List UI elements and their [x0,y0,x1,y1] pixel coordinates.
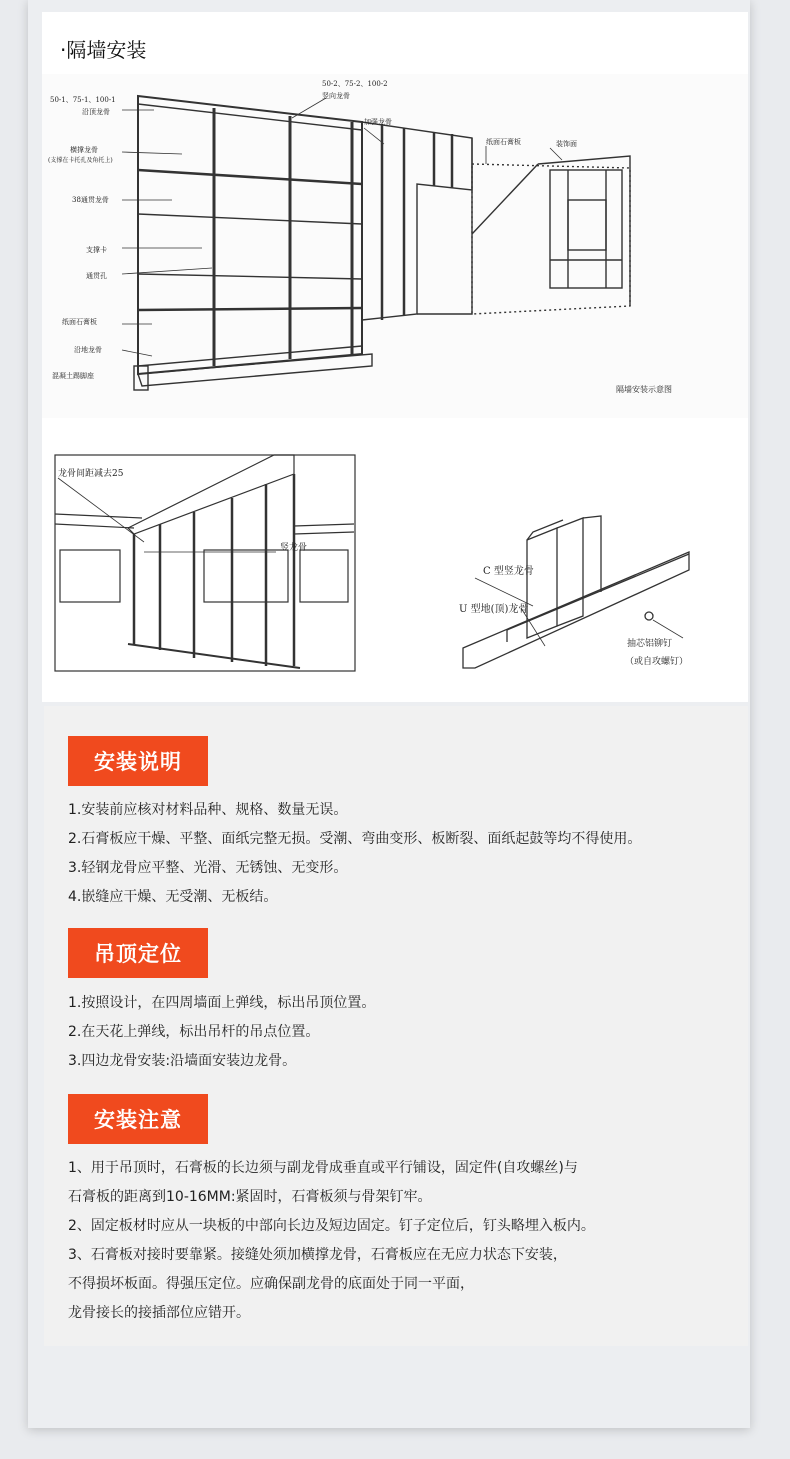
instructions-panel [44,706,748,1346]
label-noggin-note: (支撑在卡托孔及角托上) [48,157,113,164]
label-stud-spacing: 龙骨间距减去25 [58,469,124,479]
section-title: ·隔墙安装 [60,38,147,62]
list-item: 2、固定板材时应从一块板的中部向长边及短边固定。钉子定位后，钉头略埋入板内。 [68,1218,595,1234]
ceiling-position-list [68,989,375,1076]
label-stud-size: 50-2、75-2、100-2 [322,80,388,88]
list-item: 2.石膏板应干燥、平整、面纸完整无损。受潮、弯曲变形、板断裂、面纸起鼓等均不得使用。 [68,831,642,847]
c-stud-u-track-diagram [407,512,697,682]
list-item: 3.轻钢龙骨应平整、光滑、无锈蚀、无变形。 [68,860,348,876]
label-noggin: 横撑龙骨 [70,146,98,154]
label-u-track: U 型地(顶)龙骨 [459,604,529,615]
install-cautions-list [68,1154,595,1328]
label-concrete-base: 混凝土踢脚座 [52,372,94,380]
label-vertical-stud-2: 竖龙骨 [280,543,308,553]
label-decorative-face: 装饰面 [556,140,577,148]
list-item: 2.在天花上弹线，标出吊杆的吊点位置。 [68,1024,320,1040]
label-top-runner: 沿顶龙骨 [82,108,110,116]
section-badge-install-cautions: 安装注意 [68,1094,208,1144]
label-support-clip: 支撑卡 [86,246,107,254]
label-floor-runner: 沿地龙骨 [74,346,102,354]
list-item: 1、用于吊顶时，石膏板的长边须与副龙骨成垂直或平行铺设，固定件(自攻螺丝)与 [68,1160,578,1176]
section-badge-ceiling-position: 吊顶定位 [68,928,208,978]
diagram-caption: 隔墙安装示意图 [616,385,672,394]
label-gypsum-board-2: 纸面石膏板 [486,138,521,146]
stud-spacing-diagram [54,454,356,672]
install-notes-list [68,796,641,912]
list-item: 3.四边龙骨安装:沿墙面安装边龙骨。 [68,1053,297,1069]
label-c-stud: C 型竖龙骨 [483,566,534,577]
diagram-panel [42,12,748,702]
label-rivet: 抽芯铝铆钉 [627,639,673,649]
label-gypsum-board: 纸面石膏板 [62,318,97,326]
list-item: 不得损坏板面。得强压定位。应确保副龙骨的底面处于同一平面， [68,1276,474,1292]
list-item: 1.安装前应核对材料品种、规格、数量无误。 [68,802,348,818]
partition-wall-diagram [42,74,748,418]
list-item: 石膏板的距离到10-16MM:紧固时，石膏板须与骨架钉牢。 [68,1189,432,1205]
label-top-runner-size: 50-1、75-1、100-1 [50,96,116,104]
list-item: 龙骨接长的接插部位应错开。 [68,1305,250,1321]
label-channel-hole: 通贯孔 [86,272,107,280]
list-item: 3、石膏板对接时要靠紧。接缝处须加横撑龙骨，石膏板应在无应力状态下安装， [68,1247,567,1263]
list-item: 1.按照设计，在四周墙面上弹线，标出吊顶位置。 [68,995,376,1011]
list-item: 4.嵌缝应干燥、无受潮、无板结。 [68,889,278,905]
section-badge-install-notes: 安装说明 [68,736,208,786]
label-38-channel: 38通贯龙骨 [72,196,109,204]
label-reinforcing-stud: 加强龙骨 [364,118,392,126]
label-vertical-stud: 竖向龙骨 [322,92,350,100]
label-screw: （或自攻螺钉） [625,657,689,667]
